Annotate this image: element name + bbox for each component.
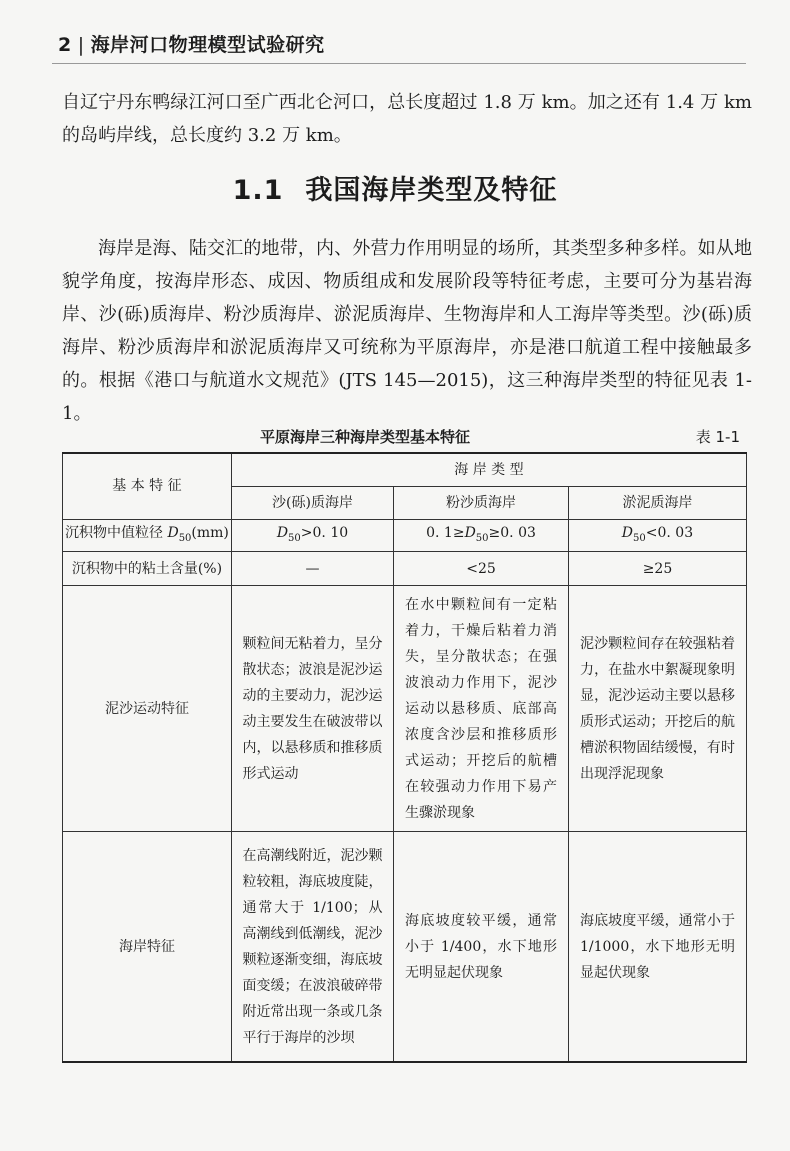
body-paragraph: 海岸是海、陆交汇的地带，内、外营力作用明显的场所，其类型多种多样。如从地貌学角度，按海岸形态、成因、物质组成和发展阶段等特征考虑，主要可分为基岩海岸、沙(砾)质海岸、粉沙质海岸、淤泥质海岸、生物海岸和人工海岸等类型。沙(砾)质海岸、粉沙质海岸和淤泥质海岸又可统称为平原海岸，亦是港口航道工程中接触最多的。根据《港口与航道水文规范》(JTS 145—2015)，这三种海岸类型的特征见表 1-1。 bbox=[62, 238, 752, 424]
grain-label-text: 沉积物中值粒径 bbox=[65, 524, 168, 541]
cell-sediment-sandy bbox=[231, 586, 393, 832]
table-number: 表 1-1 bbox=[695, 428, 740, 446]
header-rule bbox=[52, 63, 746, 64]
intro-paragraph: 自辽宁丹东鸭绿江河口至广西北仑河口，总长度超过 1.8 万 km。加之还有 1.4 万 km 的岛屿岸线，总长度约 3.2 万 km。 bbox=[62, 92, 752, 146]
cell-coast-muddy-text: 海底坡度平缓，通常小于 1/1000，水下地形无明显起伏现象 bbox=[579, 912, 735, 981]
row-label-grain-size bbox=[63, 519, 232, 552]
cell-sediment-muddy-text: 泥沙颗粒间存在较强粘着力，在盐水中絮凝现象明显，泥沙运动主要以悬移质形式运动；开挖后的航槽淤积物固结缓慢，有时出现浮泥现象 bbox=[579, 635, 735, 782]
cell-grain-sandy-value: >0. 10 bbox=[300, 524, 349, 541]
cell-sediment-sandy-text: 颗粒间无粘着力，呈分散状态；波浪是泥沙运动的主要动力，泥沙运动主要发生在破波带以内，以悬移质和推移质形式运动 bbox=[242, 635, 383, 782]
cell-clay-sandy: — bbox=[231, 552, 393, 586]
running-header bbox=[58, 30, 325, 57]
cell-coast-silty-text: 海底坡度较平缓，通常小于 1/400，水下地形无明显起伏现象 bbox=[405, 912, 557, 981]
section-title: 我国海岸类型及特征 bbox=[305, 175, 558, 206]
table-header-row bbox=[63, 453, 747, 486]
cell-grain-muddy-value: <0. 03 bbox=[645, 524, 694, 541]
table-row-grain-size bbox=[63, 519, 747, 552]
row-label-coast: 海岸特征 bbox=[63, 832, 232, 1062]
cell-grain-silty-value: ≥0. 03 bbox=[488, 524, 536, 541]
grain-label-unit: (mm) bbox=[191, 524, 229, 541]
cell-grain-muddy-symbol: D bbox=[621, 524, 634, 541]
cell-grain-silty-sub: 50 bbox=[475, 532, 489, 544]
column-header-silty: 粉沙质海岸 bbox=[394, 486, 569, 519]
grain-label-sub: 50 bbox=[178, 532, 192, 544]
cell-grain-muddy bbox=[568, 519, 746, 552]
cell-grain-muddy-sub: 50 bbox=[633, 532, 646, 544]
table-caption-title: 平原海岸三种海岸类型基本特征 bbox=[260, 428, 471, 446]
cell-grain-silty-symbol: D bbox=[464, 524, 476, 541]
page-number: 2 bbox=[58, 34, 72, 56]
book-title: 海岸河口物理模型试验研究 bbox=[90, 34, 325, 56]
header-basic-features: 基 本 特 征 bbox=[63, 453, 232, 519]
cell-coast-sandy-text: 在高潮线附近，泥沙颗粒较粗，海底坡度陡，通常大于 1/100；从高潮线到低潮线，泥沙颗粒逐渐变细，海底坡面变缓；在波浪破碎带附近常出现一条或几条平行于海岸的沙坝 bbox=[242, 847, 383, 1046]
cell-sediment-silty-text: 在水中颗粒间有一定粘着力，干燥后粘着力消失，呈分散状态；在强波浪动力作用下，泥沙运动以悬移质、底部高浓度含沙层和推移质形式运动；开挖后的航槽在较强动力作用下易产生骤淤现象 bbox=[405, 596, 557, 821]
column-header-muddy: 淤泥质海岸 bbox=[568, 486, 746, 519]
cell-coast-silty bbox=[394, 832, 569, 1062]
cell-sediment-silty bbox=[394, 586, 569, 832]
table-row-sediment bbox=[63, 586, 747, 832]
table-row-clay bbox=[63, 552, 747, 586]
section-heading bbox=[0, 168, 790, 207]
column-header-sandy: 沙(砾)质海岸 bbox=[231, 486, 393, 519]
row-label-clay: 沉积物中的粘土含量(%) bbox=[63, 552, 232, 586]
row-label-sediment: 泥沙运动特征 bbox=[63, 586, 232, 832]
cell-grain-sandy bbox=[231, 519, 393, 552]
header-coast-types: 海 岸 类 型 bbox=[231, 453, 746, 486]
coast-type-table bbox=[62, 452, 747, 1063]
cell-coast-sandy bbox=[231, 832, 393, 1062]
cell-grain-silty bbox=[394, 519, 569, 552]
cell-sediment-muddy bbox=[568, 586, 746, 832]
grain-label-symbol: D bbox=[167, 524, 179, 541]
cell-grain-sandy-sub: 50 bbox=[288, 532, 301, 544]
header-separator: | bbox=[77, 34, 85, 56]
cell-clay-muddy: ≥25 bbox=[568, 552, 746, 586]
cell-grain-sandy-symbol: D bbox=[276, 524, 289, 541]
cell-grain-silty-pre: 0. 1≥ bbox=[426, 524, 465, 541]
table-row-coast bbox=[63, 832, 747, 1062]
section-number: 1.1 bbox=[232, 175, 284, 206]
cell-coast-muddy bbox=[568, 832, 746, 1062]
cell-clay-silty: <25 bbox=[394, 552, 569, 586]
